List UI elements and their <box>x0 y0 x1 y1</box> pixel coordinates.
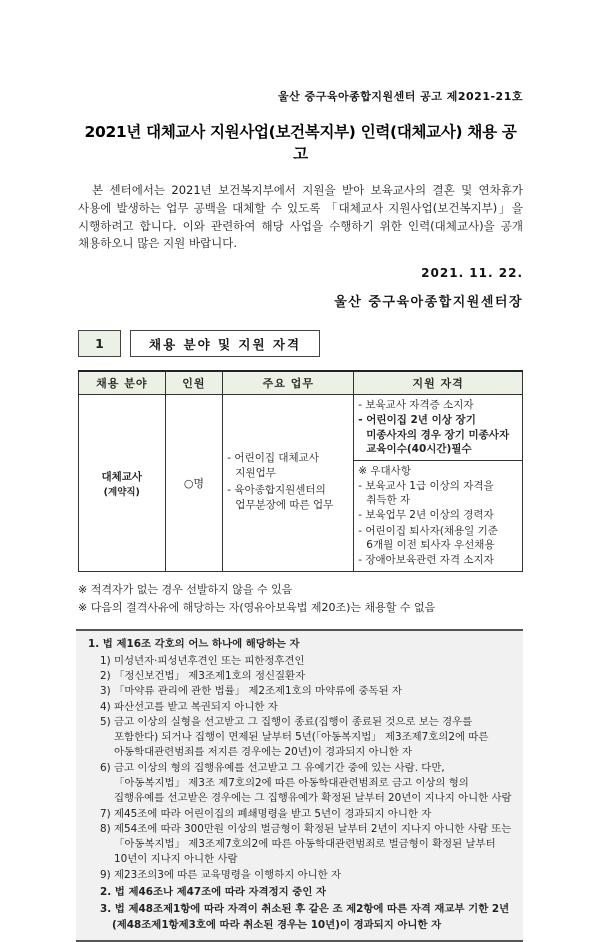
disq-sub-item: 1) 미성년자·피성년후견인 또는 피한정후견인 <box>100 654 305 667</box>
disq-sub-item: 2) 「정신보건법」 제3조제1호의 정신질환자 <box>100 669 306 682</box>
preferred-item: - 보육업무 2년 이상의 경력자 <box>358 509 494 522</box>
section-1-header <box>78 330 523 357</box>
disq-sub-item: 9) 제23조의3에 따른 교육명령을 이행하지 아니한 자 <box>100 868 342 881</box>
duty-item: - 육아종합지원센터의 업무분장에 따른 업무 <box>227 484 334 512</box>
disq-sub-item: 7) 제45조에 따라 어린이집의 폐쇄명령을 받고 5년이 경과되지 아니한 자 <box>100 807 432 820</box>
disq-item-3: 3. 법 제48조제1항에 따라 자격이 취소된 후 같은 조 제2항에 따른 자격 재교부 기한 2년 (제48조제1항제3호에 따라 취소된 경우는 10년)이 경과되지 아니한 자 <box>100 903 510 931</box>
doc-number: 울산 중구육아종합지원센터 공고 제2021-21호 <box>278 90 523 103</box>
disq-item-1-title: 1. 법 제16조 각호의 어느 하나에 해당하는 자 <box>88 638 300 651</box>
qual-item: - 보육교사 자격증 소지자 <box>358 399 474 412</box>
note-item: ※ 적격자가 없는 경우 선발하지 않을 수 있음 <box>78 583 293 597</box>
disq-sub-item: 8) 제54조에 따라 300만원 이상의 벌금형이 확정된 날부터 2년이 지나지 아니한 사람 또는 「아동복지법」 제3조제7호의2에 따른 아동학대관련범죄로 벌금형이 확정된 날부터 10년이 지나지 아니한 사람 <box>100 822 512 866</box>
disq-sub-item: 6) 금고 이상의 형의 집행유예를 선고받고 그 유예기간 중에 있는 사람. 다만, 「아동복지법」 제3조 제7호의2에 따른 아동학대관련범죄로 금고 이상의 형의 집행유예를 선고받은 경우에는 그 집행유예가 확정된 날부터 20년이 지나지 아니한 사람 <box>100 761 512 805</box>
cell-headcount: ○명 <box>165 395 223 572</box>
col-header-duty: 주요 업무 <box>223 371 354 395</box>
field-name: 대체교사 <box>101 470 143 483</box>
preferred-item: - 어린이집 퇴사자(채용일 기준 6개월 이전 퇴사자 우선채용 <box>358 524 498 551</box>
doc-signer: 울산 중구육아종합지원센터장 <box>334 295 523 311</box>
disqualification-box <box>76 629 523 942</box>
preferred-item: - 장애아보육관련 자격 소지자 <box>358 553 494 566</box>
doc-date: 2021. 11. 22. <box>421 266 523 281</box>
table-notes <box>78 581 523 616</box>
disq-sub-item: 3) 「마약류 관리에 관한 법률」 제2조제1호의 마약류에 중독된 자 <box>100 685 402 698</box>
col-header-field: 채용 분야 <box>79 371 166 395</box>
note-item: ※ 다음의 결격사유에 해당하는 자(영유아보육법 제20조)는 채용할 수 없음 <box>78 600 436 614</box>
section-1-title-box: 채용 분야 및 지원 자격 <box>130 330 320 357</box>
preferred-title: ※ 우대사항 <box>358 464 411 477</box>
section-1-number-box: 1 <box>78 330 121 357</box>
page-title: 2021년 대체교사 지원사업(보건복지부) 인력(대체교사) 채용 공고 <box>84 123 517 163</box>
cell-field <box>79 395 166 572</box>
cell-qual-basic <box>354 395 523 461</box>
disq-item-2: 2. 법 제46조나 제47조에 따라 자격정지 중인 자 <box>100 886 327 899</box>
cell-qual-preferred <box>354 460 523 571</box>
duty-item: - 어린이집 대체교사 지원업무 <box>227 451 319 479</box>
col-header-count: 인원 <box>165 371 223 395</box>
disq-sub-item: 5) 금고 이상의 실형을 선고받고 그 집행이 종료(집행이 종료된 것으로 보는 경우를 포함한다) 되거나 집행이 면제된 날부터 5년(「아동복지법」 제3조제7호의2에 따른 아동학대관련범죄를 저지른 경우에는 20년)이 경과되지 아니한 자 <box>100 715 489 759</box>
qual-item: - 어린이집 2년 이상 장기 미종사자의 경우 장기 미종사자 교육이수(40시간)필수 <box>358 414 510 455</box>
table-header-row <box>79 371 523 395</box>
intro-paragraph: 본 센터에서는 2021년 보건복지부에서 지원을 받아 보육교사의 결혼 및 연차휴가 사용에 발생하는 업무 공백을 대체할 수 있도록 「대체교사 지원사업(보건복지부)」을 시행하려고 합니다. 이와 관련하여 해당 사업을 수행하기 위한 인력(대체교사)을 공개 채용하오니 많은 지원 바랍니다. <box>78 183 523 251</box>
table-row <box>79 395 523 461</box>
col-header-qual: 지원 자격 <box>354 371 523 395</box>
recruitment-table <box>78 370 523 572</box>
cell-duties <box>223 395 354 572</box>
field-sub: (계약직) <box>103 486 140 498</box>
preferred-item: - 보육교사 1급 이상의 자격을 취득한 자 <box>358 480 494 507</box>
disq-sub-item: 4) 파산선고를 받고 복권되지 아니한 자 <box>100 700 278 713</box>
